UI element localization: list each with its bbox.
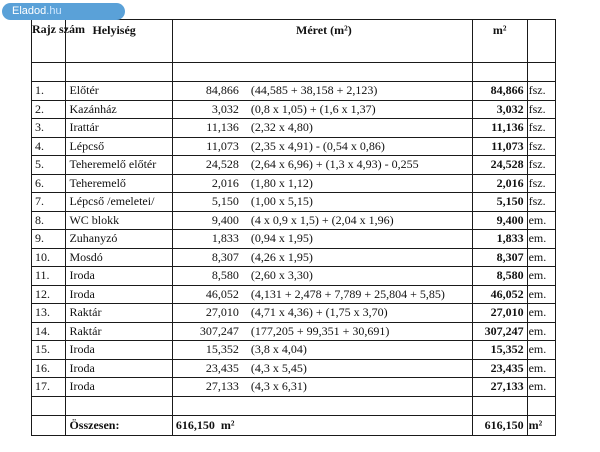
room-size: 1,833 [211, 231, 239, 246]
room-size: 27,010 [205, 305, 239, 320]
room-floor: fsz. [527, 174, 555, 193]
room-name: Kazánház [66, 100, 172, 119]
room-floor: em. [527, 230, 555, 249]
room-calculation: (2,35 x 4,91) - (0,54 x 0,86) [250, 138, 385, 153]
table-row [32, 156, 556, 175]
row-number: 7. [32, 193, 66, 212]
room-name: Teheremelő [66, 174, 172, 193]
room-measure [172, 230, 472, 249]
total-size: 616,150 [175, 417, 215, 432]
table-row [32, 267, 556, 286]
room-area: 11,073 [472, 137, 527, 156]
row-number: 14. [32, 322, 66, 341]
table-row [32, 359, 556, 378]
room-size: 9,400 [211, 212, 239, 227]
room-measure [172, 267, 472, 286]
room-area: 27,133 [472, 378, 527, 397]
table-row [32, 193, 556, 212]
room-name: Előtér [66, 82, 172, 101]
room-floor: em. [527, 304, 555, 323]
table-row [32, 82, 556, 101]
room-measure [172, 248, 472, 267]
room-measure [172, 378, 472, 397]
room-name: Mosdó [66, 248, 172, 267]
row-number: 4. [32, 137, 66, 156]
room-floor: em. [527, 378, 555, 397]
total-measure [172, 415, 472, 435]
table-row [32, 211, 556, 230]
room-size: 84,866 [205, 83, 239, 98]
room-floor: em. [527, 359, 555, 378]
room-size: 2,016 [211, 175, 239, 190]
spacer-row [32, 63, 556, 82]
room-measure [172, 156, 472, 175]
room-area: 15,352 [472, 341, 527, 360]
room-size: 5,150 [211, 194, 239, 209]
room-calculation: (1,00 x 5,15) [250, 194, 313, 209]
room-name: Irattár [66, 119, 172, 138]
room-name: WC blokk [66, 211, 172, 230]
table-row [32, 322, 556, 341]
room-size: 307,247 [199, 323, 239, 338]
room-name: Iroda [66, 267, 172, 286]
room-calculation: (0,94 x 1,95) [250, 231, 313, 246]
table-row [32, 304, 556, 323]
header-rajz-szam: Rajz szám [32, 20, 66, 63]
room-name: Teheremelő előtér [66, 156, 172, 175]
room-floor: em. [527, 211, 555, 230]
room-measure [172, 211, 472, 230]
table-row [32, 119, 556, 138]
room-area: 27,010 [472, 304, 527, 323]
room-size: 24,528 [205, 157, 239, 172]
room-measure [172, 137, 472, 156]
room-area: 3,032 [472, 100, 527, 119]
room-name: Iroda [66, 359, 172, 378]
room-floor: fsz. [527, 119, 555, 138]
room-floor: em. [527, 285, 555, 304]
room-measure [172, 100, 472, 119]
room-calculation: (2,32 x 4,80) [250, 120, 313, 135]
row-number: 8. [32, 211, 66, 230]
room-measure [172, 341, 472, 360]
spacer-row [32, 396, 556, 415]
room-size: 8,580 [211, 268, 239, 283]
room-calculation: (177,205 + 99,351 + 30,691) [250, 323, 390, 338]
room-measure [172, 359, 472, 378]
table-row [32, 285, 556, 304]
room-area: 307,247 [472, 322, 527, 341]
room-calculation: (4 x 0,9 x 1,5) + (2,04 x 1,96) [250, 212, 394, 227]
row-number: 2. [32, 100, 66, 119]
room-name: Zuhanyzó [66, 230, 172, 249]
room-measure [172, 285, 472, 304]
room-size: 8,307 [211, 249, 239, 264]
room-calculation: (4,131 + 2,478 + 7,789 + 25,804 + 5,85) [250, 286, 445, 301]
room-area: 2,016 [472, 174, 527, 193]
room-name: Iroda [66, 378, 172, 397]
room-measure [172, 322, 472, 341]
room-name: Iroda [66, 285, 172, 304]
room-size: 27,133 [205, 379, 239, 394]
total-row [32, 415, 556, 435]
row-number: 17. [32, 378, 66, 397]
room-calculation: (2,60 x 3,30) [250, 268, 313, 283]
header-floor [527, 20, 555, 63]
row-number: 15. [32, 341, 66, 360]
room-size: 11,073 [206, 138, 239, 153]
row-number: 5. [32, 156, 66, 175]
room-name: Raktár [66, 322, 172, 341]
room-calculation: (4,26 x 1,95) [250, 249, 313, 264]
room-size: 3,032 [211, 101, 239, 116]
room-floor: em. [527, 322, 555, 341]
room-name: Iroda [66, 341, 172, 360]
row-number: 12. [32, 285, 66, 304]
room-floor: em. [527, 248, 555, 267]
room-area: 24,528 [472, 156, 527, 175]
header-row [32, 20, 556, 63]
header-helyiseg: Helyiség [66, 20, 172, 63]
header-meret: Méret (m²) [172, 20, 472, 63]
room-measure [172, 174, 472, 193]
row-number: 9. [32, 230, 66, 249]
room-area: 8,580 [472, 267, 527, 286]
room-area: 23,435 [472, 359, 527, 378]
total-area-unit: m² [527, 415, 555, 435]
room-calculation: (4,71 x 4,36) + (1,75 x 3,70) [250, 305, 388, 320]
site-badge[interactable] [2, 3, 125, 20]
room-calculation: (4,3 x 5,45) [250, 360, 307, 375]
total-unit: m² [220, 417, 235, 432]
room-area: 1,833 [472, 230, 527, 249]
row-number: 16. [32, 359, 66, 378]
room-area: 84,866 [472, 82, 527, 101]
row-number: 13. [32, 304, 66, 323]
room-floor: fsz. [527, 137, 555, 156]
table-row [32, 341, 556, 360]
room-area: 9,400 [472, 211, 527, 230]
header-m2: m² [472, 20, 527, 63]
total-label: Összesen: [66, 415, 172, 435]
room-calculation: (3,8 x 4,04) [250, 342, 307, 357]
table-row [32, 174, 556, 193]
room-floor: fsz. [527, 100, 555, 119]
table-row [32, 248, 556, 267]
room-measure [172, 82, 472, 101]
row-number: 3. [32, 119, 66, 138]
room-floor: fsz. [527, 82, 555, 101]
room-calculation: (4,3 x 6,31) [250, 379, 307, 394]
room-calculation: (0,8 x 1,05) + (1,6 x 1,37) [250, 101, 376, 116]
room-calculation: (44,585 + 38,158 + 2,123) [250, 83, 378, 98]
room-size: 23,435 [205, 360, 239, 375]
room-floor: fsz. [527, 193, 555, 212]
table-row [32, 230, 556, 249]
row-number: 11. [32, 267, 66, 286]
room-floor: em. [527, 341, 555, 360]
room-measure [172, 304, 472, 323]
room-floor: em. [527, 267, 555, 286]
site-name: Eladod [12, 5, 47, 17]
room-calculation: (1,80 x 1,12) [250, 175, 313, 190]
room-size: 15,352 [205, 342, 239, 357]
row-number: 10. [32, 248, 66, 267]
row-number: 6. [32, 174, 66, 193]
room-name: Raktár [66, 304, 172, 323]
room-area: 11,136 [472, 119, 527, 138]
room-area: 8,307 [472, 248, 527, 267]
room-size: 46,052 [205, 286, 239, 301]
table-row [32, 378, 556, 397]
room-floor: fsz. [527, 156, 555, 175]
room-size: 11,136 [206, 120, 239, 135]
row-number: 1. [32, 82, 66, 101]
site-tld: .hu [46, 5, 62, 17]
room-measure [172, 193, 472, 212]
room-name: Lépcső /emeletei/ [66, 193, 172, 212]
table-row [32, 137, 556, 156]
room-area: 5,150 [472, 193, 527, 212]
total-area: 616,150 [472, 415, 527, 435]
room-area-table [31, 19, 556, 436]
room-area: 46,052 [472, 285, 527, 304]
room-calculation: (2,64 x 6,96) + (1,3 x 4,93) - 0,255 [250, 157, 419, 172]
table-row [32, 100, 556, 119]
room-name: Lépcső [66, 137, 172, 156]
room-measure [172, 119, 472, 138]
